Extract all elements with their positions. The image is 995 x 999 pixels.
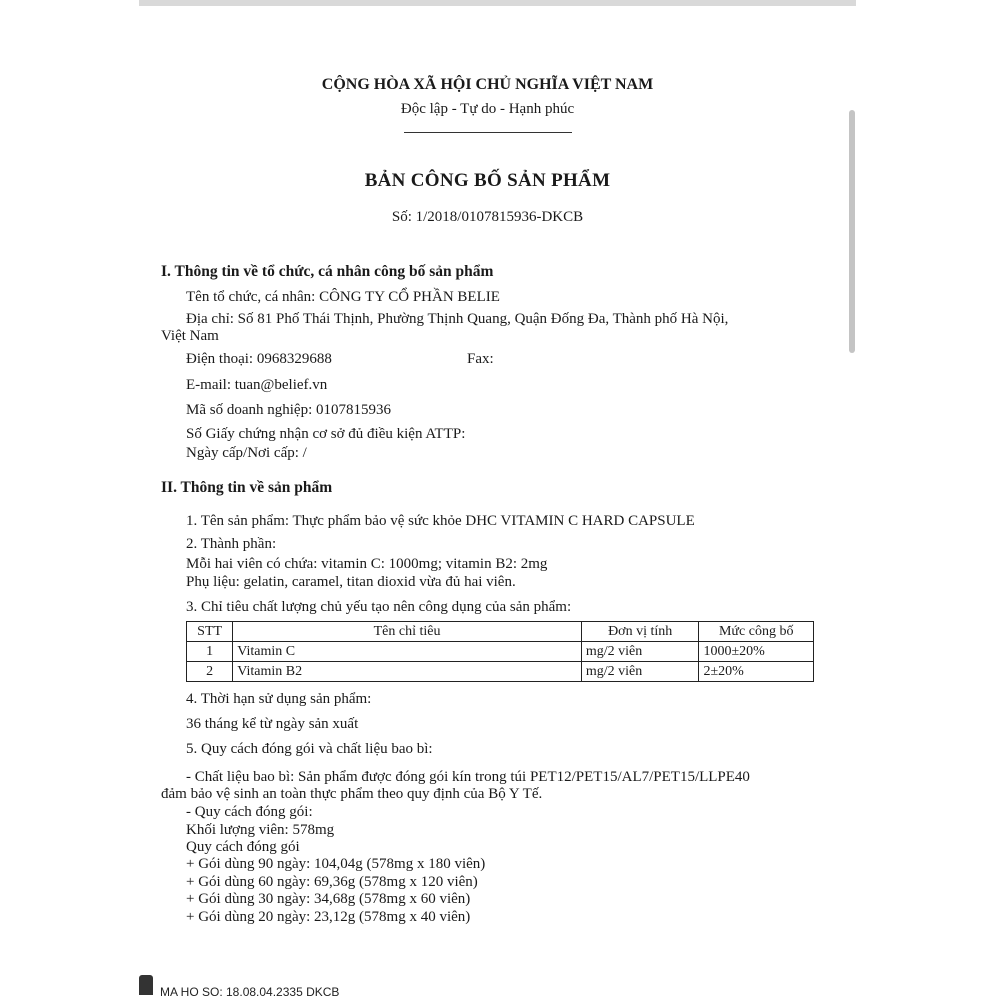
ingredients-main: Mỗi hai viên có chứa: vitamin C: 1000mg; vitamin B2: 2mg	[186, 556, 548, 572]
pack-option: + Gói dùng 60 ngày: 69,36g (578mg x 120 viên)	[186, 874, 478, 890]
table-row	[187, 642, 814, 662]
table-cell: mg/2 viên	[581, 662, 699, 682]
table-header-cell: STT	[187, 622, 233, 642]
table-cell: 1000±20%	[699, 642, 814, 662]
issue-date-place: Ngày cấp/Nơi cấp: /	[186, 445, 307, 461]
page-title: BẢN CÔNG BỐ SẢN PHẨM	[364, 170, 611, 191]
table-cell: 2±20%	[699, 662, 814, 682]
table-header-cell: Mức công bố	[699, 622, 814, 642]
table-cell: 1	[187, 642, 233, 662]
table-header-cell: Tên chỉ tiêu	[233, 622, 582, 642]
material-line2: đảm bảo vệ sinh an toàn thực phẩm theo quy định của Bộ Y Tế.	[161, 786, 543, 802]
ingredients-excipients: Phụ liệu: gelatin, caramel, titan dioxid vừa đủ hai viên.	[186, 574, 516, 590]
national-title: CỘNG HÒA XÃ HỘI CHỦ NGHĨA VIỆT NAM	[321, 76, 654, 93]
food-safety-cert: Số Giấy chứng nhận cơ sở đủ điều kiện ATTP:	[186, 426, 466, 442]
quality-criteria-table	[186, 621, 814, 682]
address-line2: Việt Nam	[161, 328, 219, 344]
business-code: Mã số doanh nghiệp: 0107815936	[186, 402, 391, 418]
table-cell: Vitamin C	[233, 642, 582, 662]
document-number: Số: 1/2018/0107815936-DKCB	[391, 209, 584, 225]
phone: Điện thoại: 0968329688	[186, 351, 332, 367]
table-row	[187, 662, 814, 682]
material-line1: - Chất liệu bao bì: Sản phẩm được đóng gói kín trong túi PET12/PET15/AL7/PET15/LLPE40	[186, 769, 750, 785]
table-cell: 2	[187, 662, 233, 682]
shelf-life: 36 tháng kể từ ngày sản xuất	[186, 716, 359, 732]
pack-option: + Gói dùng 30 ngày: 34,68g (578mg x 60 viên)	[186, 891, 471, 907]
email: E-mail: tuan@belief.vn	[186, 377, 328, 393]
section1-heading: I. Thông tin về tổ chức, cá nhân công bố sản phẩm	[161, 263, 494, 280]
pack-spec-label: - Quy cách đóng gói:	[186, 804, 313, 820]
national-motto: Độc lập - Tự do - Hạnh phúc	[400, 101, 575, 117]
dossier-code: MA HO SO: 18.08.04.2335 DKCB	[160, 985, 340, 999]
pack-spec: Quy cách đóng gói	[186, 839, 300, 855]
packaging-label: 5. Quy cách đóng gói và chất liệu bao bì:	[186, 741, 433, 757]
table-header-cell: Đơn vị tính	[581, 622, 699, 642]
pack-option: + Gói dùng 90 ngày: 104,04g (578mg x 180 viên)	[186, 856, 486, 872]
pack-option: + Gói dùng 20 ngày: 23,12g (578mg x 40 viên)	[186, 909, 471, 925]
shelf-life-label: 4. Thời hạn sử dụng sản phẩm:	[186, 691, 372, 707]
table-header-row	[187, 622, 814, 642]
criteria-label: 3. Chỉ tiêu chất lượng chủ yếu tạo nên công dụng của sản phẩm:	[186, 599, 572, 615]
fax: Fax:	[467, 351, 494, 367]
address-line1: Địa chỉ: Số 81 Phố Thái Thịnh, Phường Thịnh Quang, Quận Đống Đa, Thành phố Hà Nội,	[186, 311, 729, 327]
table-cell: mg/2 viên	[581, 642, 699, 662]
section2-heading: II. Thông tin về sản phẩm	[161, 479, 333, 496]
capsule-weight: Khối lượng viên: 578mg	[186, 822, 335, 838]
org-name: Tên tổ chức, cá nhân: CÔNG TY CỔ PHẦN BELIE	[186, 289, 500, 305]
product-name: 1. Tên sản phẩm: Thực phẩm bảo vệ sức khỏe DHC VITAMIN C HARD CAPSULE	[186, 513, 695, 529]
header-rule	[404, 132, 572, 133]
footer-marker	[139, 975, 153, 995]
ingredients-label: 2. Thành phần:	[186, 536, 277, 552]
table-cell: Vitamin B2	[233, 662, 582, 682]
